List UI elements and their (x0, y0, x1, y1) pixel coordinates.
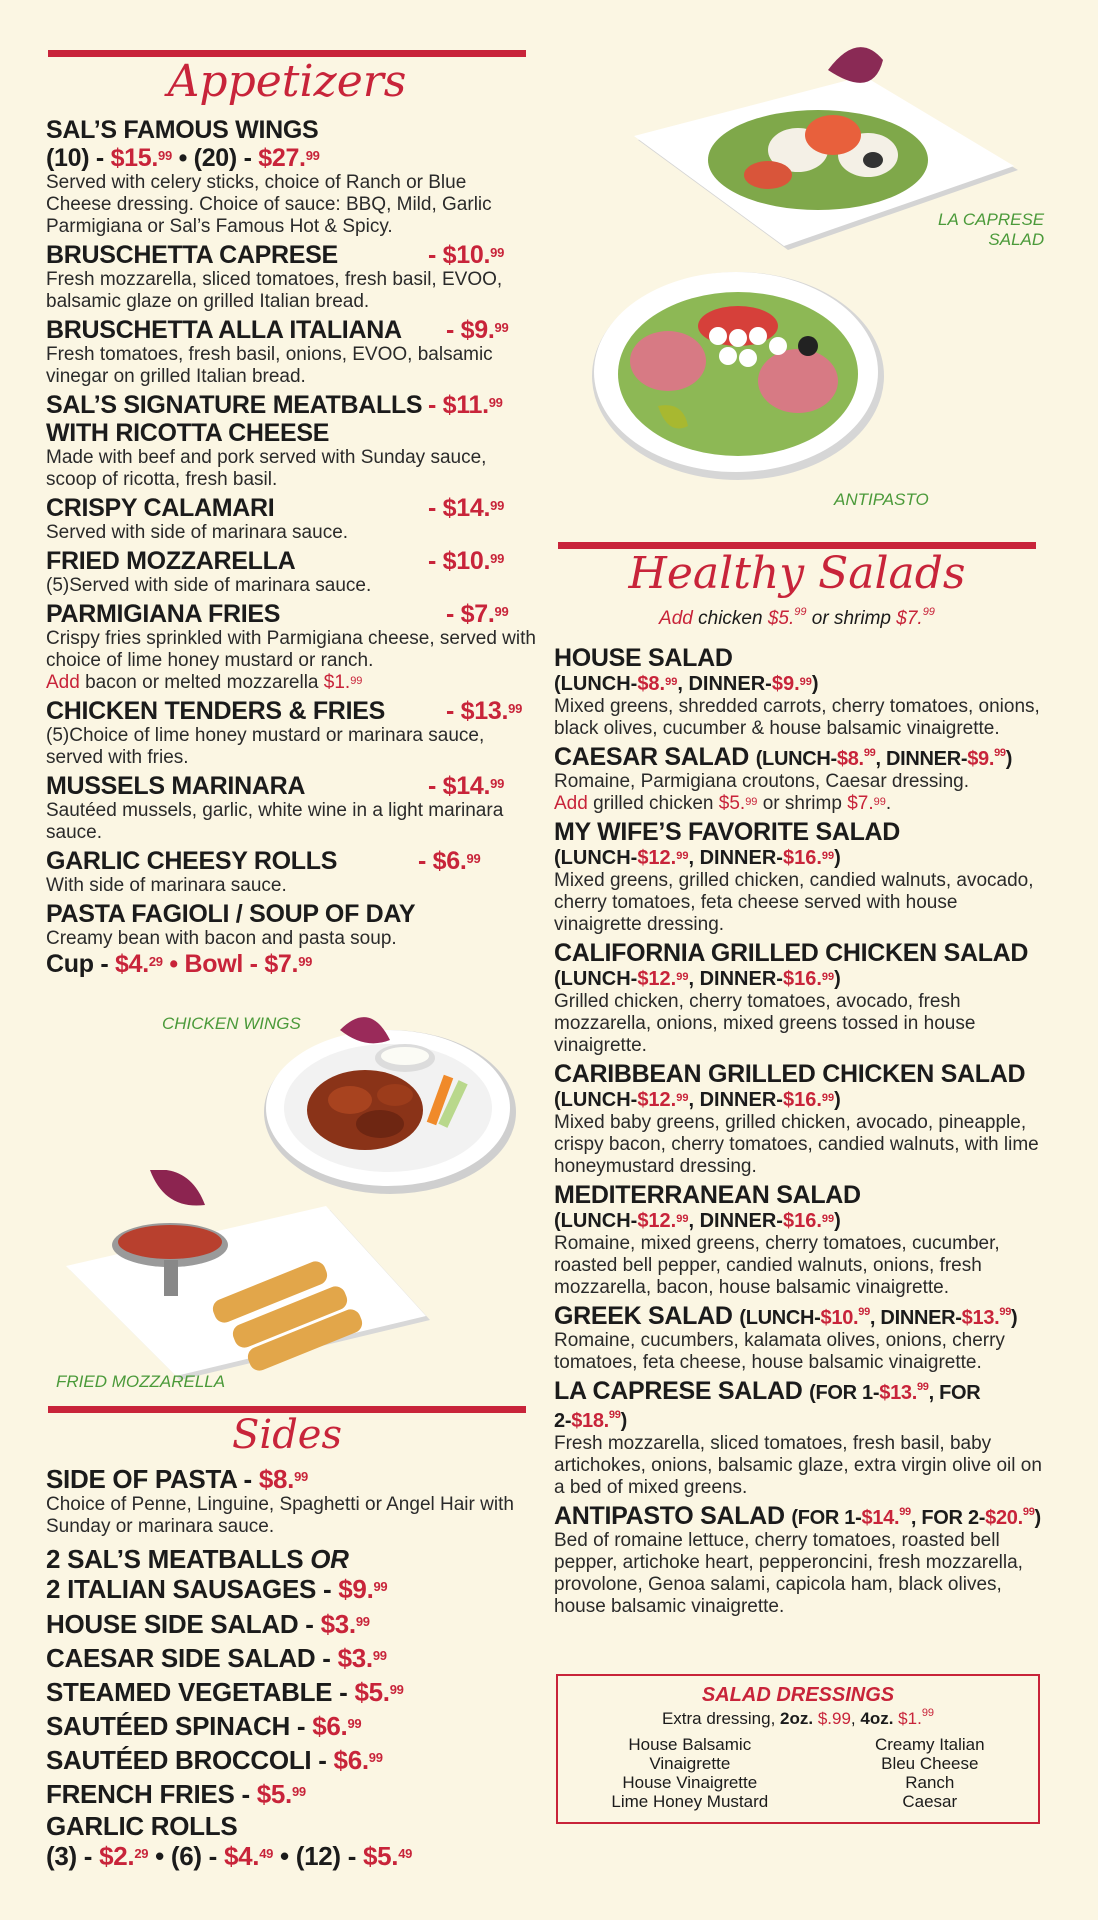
dressings-left-column: House Balsamic Vinaigrette House Vinaigrette Lime Honey Mustard (611, 1735, 769, 1811)
menu-item-wings (46, 116, 536, 238)
salads-list (554, 644, 1050, 1621)
item-description: Made with beef and pork served with Sunday sauce, scoop of ricotta, fresh basil. (46, 447, 487, 490)
menu-item-meatballs (46, 391, 536, 491)
appetizers-heading: Appetizers (167, 56, 407, 107)
salad-description: Mixed baby greens, grilled chicken, avocado, pineapple, crispy bacon, cherry tomatoes, candied walnuts, with lime honeymustard dressing. (554, 1112, 1039, 1177)
antipasto-salad-image (588, 266, 888, 486)
salad-item (554, 1060, 1050, 1178)
item-description: Choice of Penne, Linguine, Spaghetti or Angel Hair with Sunday or marinara sauce. (46, 1494, 514, 1537)
salad-name: GREEK SALAD (554, 1302, 733, 1330)
side-item-pasta: SIDE OF PASTA - $8.99 Choice of Penne, Linguine, Spaghetti or Angel Hair with Sunday or marinara sauce. (46, 1464, 546, 1538)
salad-description: Romaine, Parmigiana croutons, Caesar dressing. (554, 771, 970, 792)
item-name: GARLIC CHEESY ROLLS (46, 847, 338, 875)
item-description: (5)Choice of lime honey mustard or marinara sauce, served with fries. (46, 725, 485, 768)
menu-item-mussels (46, 772, 536, 844)
item-name: SAL’S FAMOUS WINGS (46, 116, 319, 144)
salad-description: Romaine, mixed greens, cherry tomatoes, cucumber, roasted bell pepper, candied walnuts, onions, fresh mozzarella, bacon, house balsamic vinaigrette. (554, 1233, 1000, 1298)
caption-la-caprese: LA CAPRESE SALAD (938, 210, 1045, 249)
salad-item (554, 1502, 1050, 1618)
menu-item-chicken-tenders (46, 697, 536, 769)
item-price: - $6.99 (418, 847, 481, 875)
menu-item-parmigiana-fries (46, 600, 536, 694)
menu-item-calamari (46, 494, 536, 544)
item-price: - $9.99 (446, 316, 509, 344)
side-item-house-salad: HOUSE SIDE SALAD - $3.99 (46, 1609, 370, 1639)
side-item-spinach: SAUTÉED SPINACH - $6.99 (46, 1711, 362, 1741)
salad-description: Fresh mozzarella, sliced tomatoes, fresh basil, baby artichokes, onions, balsamic glaze, extra virgin olive oil on a bed of mixed greens. (554, 1433, 1042, 1498)
salad-item (554, 1377, 1050, 1499)
salad-price-line: (LUNCH-$12.99, DINNER-$16.99) (554, 968, 841, 990)
dressings-right-column: Creamy Italian Bleu Cheese Ranch Caesar (874, 1735, 985, 1811)
fried-mozzarella-image (30, 1170, 440, 1390)
salad-item (554, 1302, 1050, 1374)
salad-price-line: (LUNCH-$8.99, DINNER-$9.99) (755, 747, 1013, 770)
item-name: BRUSCHETTA ALLA ITALIANA (46, 316, 402, 344)
salad-name: HOUSE SALAD (554, 644, 733, 672)
item-name: FRIED MOZZARELLA (46, 547, 296, 575)
item-name: CHICKEN TENDERS & FRIES (46, 697, 385, 725)
salad-description: Mixed greens, grilled chicken, candied walnuts, avocado, cherry tomatoes, feta cheese served with house vinaigrette dressing. (554, 870, 1034, 935)
salad-price-line: (FOR 1-$14.99, FOR 2-$20.99) (791, 1506, 1041, 1529)
item-addon: Add bacon or melted mozzarella $1.99 (46, 672, 363, 693)
salad-description: Romaine, cucumbers, kalamata olives, onions, cherry tomatoes, feta cheese, house balsamic vinaigrette. (554, 1330, 1005, 1373)
dressings-extra: Extra dressing, 2oz. $.99, 4oz. $1.99 (661, 1707, 935, 1728)
side-item-meatballs-sausages: 2 SAL’S MEATBALLS OR 2 ITALIAN SAUSAGES - $9.99 (46, 1544, 388, 1604)
side-item-french-fries: FRENCH FRIES - $5.99 (46, 1779, 306, 1809)
item-price: - $10.99 (428, 241, 505, 269)
item-description: Fresh mozzarella, sliced tomatoes, fresh basil, EVOO, balsamic glaze on grilled Italian bread. (46, 269, 503, 312)
item-price-line: Cup - $4.29 • Bowl - $7.99 (46, 950, 313, 978)
item-description: Creamy bean with bacon and pasta soup. (46, 928, 397, 949)
salad-name: CARIBBEAN GRILLED CHICKEN SALAD (554, 1060, 1026, 1088)
item-name: CRISPY CALAMARI (46, 494, 275, 522)
item-price: - $11.99 (428, 391, 503, 419)
appetizers-list (46, 116, 536, 981)
salad-item (554, 743, 1050, 815)
item-price: - $10.99 (428, 547, 505, 575)
item-name: PASTA FAGIOLI / SOUP OF DAY (46, 900, 416, 928)
item-description: Sautéed mussels, garlic, white wine in a light marinara sauce. (46, 800, 504, 843)
salad-price-line: (LUNCH-$12.99, DINNER-$16.99) (554, 1210, 841, 1232)
item-description: Crispy fries sprinkled with Parmigiana cheese, served with choice of lime honey mustard or ranch. (46, 628, 536, 671)
menu-item-fried-mozzarella (46, 547, 536, 597)
item-price: - $14.99 (428, 494, 505, 522)
menu-item-garlic-rolls (46, 847, 536, 897)
item-description: With side of marinara sauce. (46, 875, 287, 896)
salad-price-line: (LUNCH-$8.99, DINNER-$9.99) (554, 673, 819, 695)
sides-heading: Sides (232, 1412, 342, 1458)
item-description: Served with side of marinara sauce. (46, 522, 349, 543)
salad-price-line: (LUNCH-$10.99, DINNER-$13.99) (739, 1306, 1018, 1329)
salad-item (554, 644, 1050, 740)
salad-price-line: (FOR 1-$13.99, FOR 2-$18.99) (554, 1381, 981, 1432)
salad-name: CAESAR SALAD (554, 743, 750, 771)
item-name: BRUSCHETTA CAPRESE (46, 241, 338, 269)
salad-item (554, 818, 1050, 936)
item-name: PARMIGIANA FRIES (46, 600, 281, 628)
salad-description: Grilled chicken, cherry tomatoes, avocado, fresh mozzarella, onions, mixed greens tossed in house vinaigrette. (554, 991, 976, 1056)
dressings-title: SALAD DRESSINGS (701, 1684, 895, 1706)
salads-addon-note: Add chicken $5.99 or shrimp $7.99 (659, 606, 935, 629)
item-name-line2: WITH RICOTTA CHEESE (46, 419, 330, 447)
salad-name: LA CAPRESE SALAD (554, 1377, 803, 1405)
caption-antipasto: ANTIPASTO (834, 490, 929, 509)
side-item-caesar-salad: CAESAR SIDE SALAD - $3.99 (46, 1643, 387, 1673)
salad-description: Bed of romaine lettuce, cherry tomatoes, roasted bell pepper, artichoke heart, pepperoncini, fresh mozzarella, provolone, Genoa salami, capicola ham, black olives, house balsamic vinaigrette. (554, 1530, 1023, 1617)
item-description: Fresh tomatoes, fresh basil, onions, EVOO, balsamic vinegar on grilled Italian bread. (46, 344, 493, 387)
salad-addon: Add grilled chicken $5.99 or shrimp $7.99. (554, 793, 892, 814)
item-description: (5)Served with side of marinara sauce. (46, 575, 372, 596)
side-item-vegetable: STEAMED VEGETABLE - $5.99 (46, 1677, 404, 1707)
salad-price-line: (LUNCH-$12.99, DINNER-$16.99) (554, 847, 841, 869)
salad-name: MY WIFE’S FAVORITE SALAD (554, 818, 901, 846)
menu-item-soup (46, 900, 536, 978)
item-price: - $7.99 (446, 600, 509, 628)
side-item-broccoli: SAUTÉED BROCCOLI - $6.99 (46, 1745, 383, 1775)
salad-description: Mixed greens, shredded carrots, cherry tomatoes, onions, black olives, cucumber & house balsamic vinaigrette. (554, 696, 1040, 739)
item-price: - $14.99 (428, 772, 505, 800)
side-item-garlic-rolls: GARLIC ROLLS (3) - $2.29 • (6) - $4.49 • (12) - $5.49 (46, 1811, 413, 1871)
item-name: MUSSELS MARINARA (46, 772, 306, 800)
caption-chicken-wings: CHICKEN WINGS (162, 1014, 301, 1033)
salad-name: ANTIPASTO SALAD (554, 1502, 785, 1530)
sides-list (46, 1464, 546, 1874)
salad-item (554, 1181, 1050, 1299)
salads-heading: Healthy Salads (628, 548, 966, 599)
item-price-line: (10) - $15.99 • (20) - $27.99 (46, 144, 320, 172)
caption-fried-mozzarella: FRIED MOZZARELLA (56, 1372, 226, 1391)
salad-item (554, 939, 1050, 1057)
item-description: Served with celery sticks, choice of Ranch or Blue Cheese dressing. Choice of sauce: BBQ, Mild, Garlic Parmigiana or Sal’s Famous Hot & Spicy. (46, 172, 492, 237)
item-price: - $13.99 (446, 697, 523, 725)
salad-price-line: (LUNCH-$12.99, DINNER-$16.99) (554, 1089, 841, 1111)
salad-name: MEDITERRANEAN SALAD (554, 1181, 861, 1209)
menu-item-bruschetta-italiana (46, 316, 536, 388)
item-name: SAL’S SIGNATURE MEATBALLS (46, 391, 423, 419)
menu-item-bruschetta-caprese (46, 241, 536, 313)
salad-name: CALIFORNIA GRILLED CHICKEN SALAD (554, 939, 1029, 967)
salad-dressings-box (556, 1674, 1040, 1824)
